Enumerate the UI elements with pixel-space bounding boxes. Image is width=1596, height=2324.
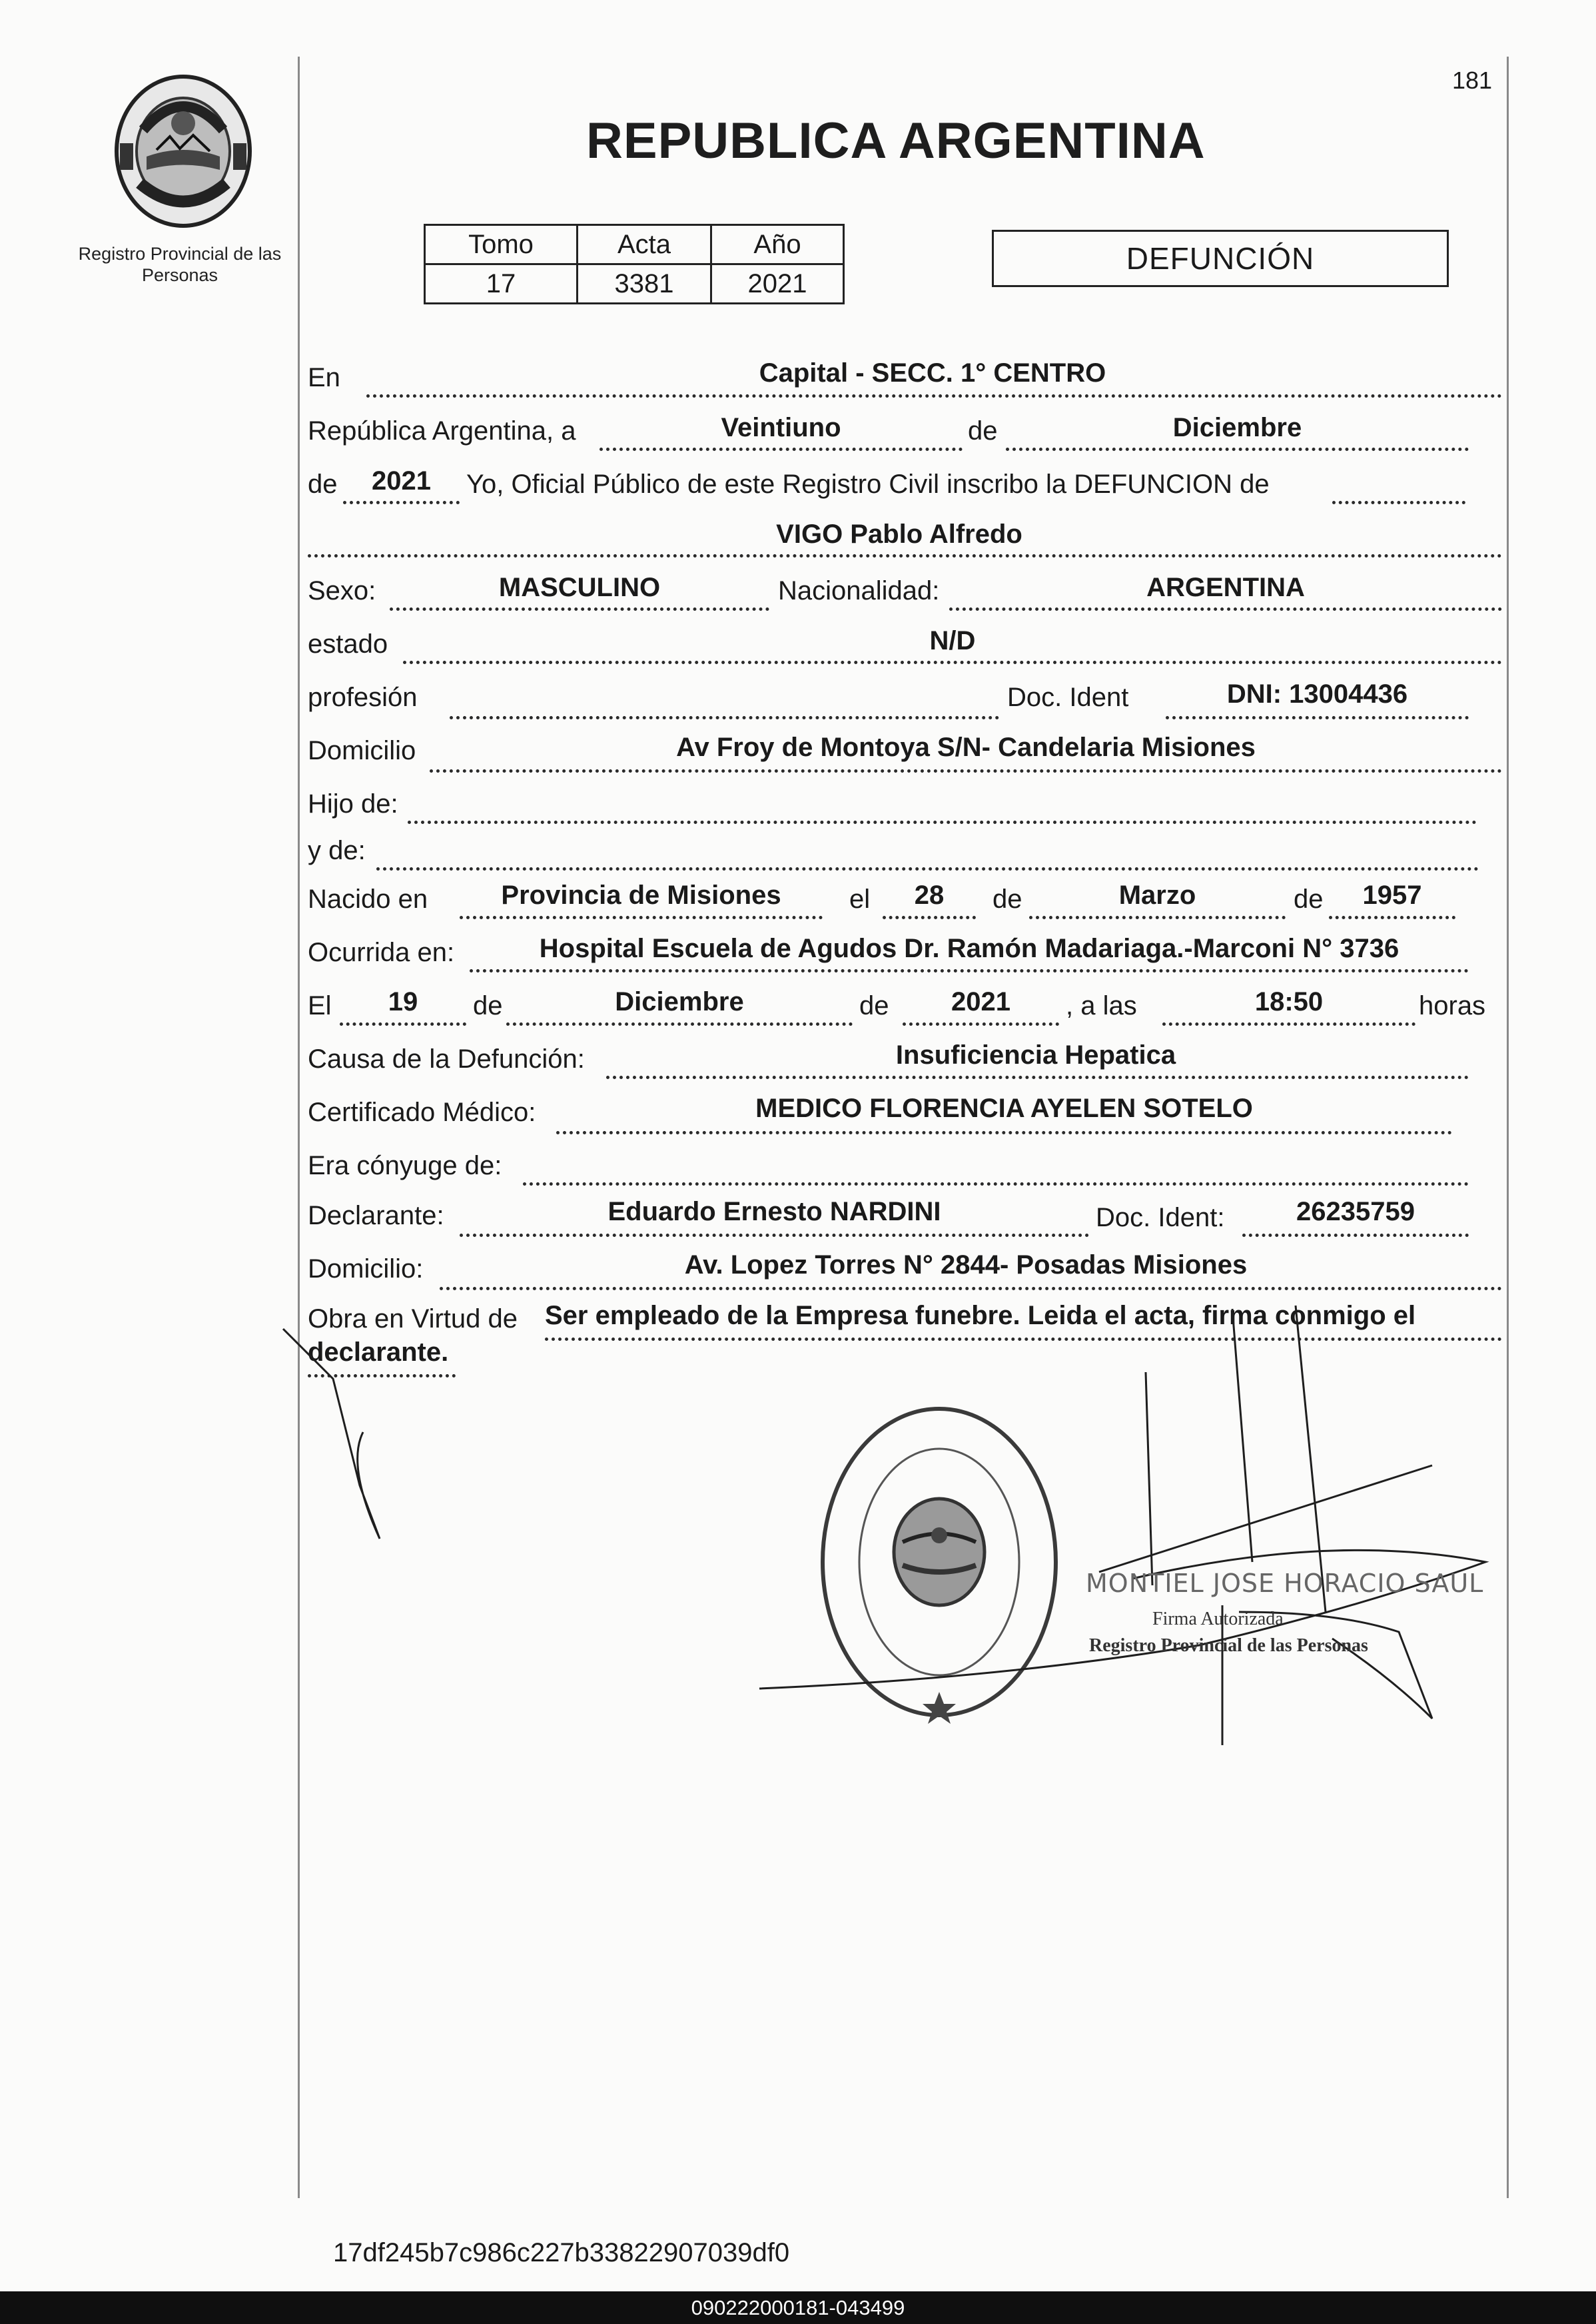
estado-label: estado [308,629,388,659]
horas-label: horas [1419,991,1486,1020]
en-value: Capital - SECC. 1° CENTRO [759,358,1106,388]
de-label: de [308,470,338,499]
dotted-line [308,1374,456,1377]
profesion-label: profesión [308,683,418,712]
hijo-de-label: Hijo de: [308,789,398,819]
death-day: 19 [388,987,418,1016]
tomo-header: Tomo [425,225,578,264]
causa-label: Causa de la Defunción: [308,1044,585,1074]
tomo-value: 17 [425,264,578,304]
nacido-month: Marzo [1118,881,1196,910]
y-de-label: y de: [308,836,366,865]
dotted-line [1242,1234,1469,1237]
country-title: REPUBLICA ARGENTINA [586,113,1206,169]
registry-stamp [816,1399,1062,1725]
ano-header: Año [711,225,844,264]
death-year: 2021 [951,987,1010,1016]
domicilio-value: Av Froy de Montoya S/N- Candelaria Misiones [676,733,1256,762]
left-margin-line [298,57,300,2198]
dotted-line [1329,916,1455,919]
year-value: 2021 [372,466,431,496]
nacido-place: Provincia de Misiones [501,881,781,910]
tomo-acta-ano-table [424,224,845,304]
dotted-line [366,394,1502,398]
nacionalidad-value: ARGENTINA [1146,573,1305,602]
ocurrida-value: Hospital Escuela de Agudos Dr. Ramón Madariaga.-Marconi N° 3736 [539,934,1399,963]
signer-org: Registro Provincial de las Personas [1089,1635,1368,1656]
de-label: de [1294,885,1324,914]
dotted-line [606,1076,1469,1079]
causa-value: Insuficiencia Hepatica [895,1040,1176,1070]
dotted-line [390,607,769,611]
de-label: de [968,416,998,446]
record-type-box: DEFUNCIÓN [992,230,1449,287]
estado-value: N/D [929,626,976,655]
decl-doc-value: 26235759 [1296,1197,1415,1226]
dotted-line [430,769,1502,773]
month-value: Diciembre [1172,413,1302,442]
de-label: de [859,991,889,1020]
dotted-line [1006,448,1469,451]
dotted-line [340,1022,466,1026]
org-name: Registro Provincial de las Personas [78,244,282,285]
dotted-line [949,607,1502,611]
ocurrida-en-label: Ocurrida en: [308,938,455,967]
domicilio2-value: Av. Lopez Torres N° 2844- Posadas Misiones [684,1250,1248,1280]
dotted-line [460,1234,1089,1237]
obra-label: Obra en Virtud de [308,1304,518,1334]
certificado-label: Certificado Médico: [308,1098,536,1127]
dotted-line [1332,501,1465,504]
en-label: En [308,363,340,392]
dotted-line [599,448,963,451]
nacido-en-label: Nacido en [308,885,428,914]
a-las-label: , a las [1066,991,1137,1020]
signer-role: Firma Autorizada [1152,1609,1284,1629]
dotted-line [883,916,976,919]
dotted-line [460,916,823,919]
dotted-line [376,867,1479,871]
inscribo-text: Yo, Oficial Público de este Registro Civil inscribo la DEFUNCION de [466,470,1270,499]
acta-value: 3381 [578,264,711,304]
dotted-line [903,1022,1059,1026]
declarante-label: Declarante: [308,1201,444,1230]
sexo-label: Sexo: [308,576,376,605]
dotted-line [470,969,1469,972]
page-number: 181 [1452,67,1493,94]
decl-doc-label: Doc. Ident: [1096,1203,1225,1232]
ano-value: 2021 [711,264,844,304]
dotted-line [343,501,460,504]
obra-value-continued: declarante. [308,1338,449,1367]
de-label: de [473,991,503,1020]
provincia-misiones-emblem [107,70,260,233]
barcode-text: 090222000181-043499 [691,2296,905,2319]
dotted-line [556,1131,1452,1134]
dotted-line [308,554,1502,558]
dotted-line [506,1022,853,1026]
obra-value: Ser empleado de la Empresa funebre. Leida el acta, firma conmigo el [545,1301,1416,1330]
nacionalidad-label: Nacionalidad: [778,576,940,605]
doc-ident-label: Doc. Ident [1007,683,1129,712]
dotted-line [440,1287,1502,1290]
dotted-line [403,661,1502,664]
republica-label: República Argentina, a [308,416,576,446]
signer-name: MONTIEL JOSE HORACIO SAUL [1086,1569,1484,1598]
deceased-name: VIGO Pablo Alfredo [776,520,1022,549]
document-hash: 17df245b7c986c227b33822907039df0 [333,2238,790,2267]
dotted-line [545,1338,1502,1341]
nacido-year: 1957 [1362,881,1422,910]
el-label: el [849,885,871,914]
dotted-line [408,821,1477,824]
certificado-value: MEDICO FLORENCIA AYELEN SOTELO [755,1094,1253,1123]
declarante-value: Eduardo Ernesto NARDINI [607,1197,941,1226]
acta-header: Acta [578,225,711,264]
day-value: Veintiuno [721,413,841,442]
de-label: de [993,885,1022,914]
dotted-line [1029,916,1286,919]
death-month: Diciembre [615,987,744,1016]
death-time: 18:50 [1254,987,1324,1016]
barcode-bar [0,2291,1596,2324]
el-label: El [308,991,332,1020]
domicilio-label: Domicilio [308,736,416,765]
dotted-line [523,1182,1469,1186]
dotted-line [1162,1022,1415,1026]
dotted-line [1166,716,1469,719]
sexo-value: MASCULINO [498,573,661,602]
domicilio2-label: Domicilio: [308,1254,424,1284]
doc-ident-value: DNI: 13004436 [1226,679,1408,709]
right-margin-line [1507,57,1509,2198]
nacido-day: 28 [914,881,945,910]
conyuge-label: Era cónyuge de: [308,1151,502,1180]
dotted-line [450,716,999,719]
